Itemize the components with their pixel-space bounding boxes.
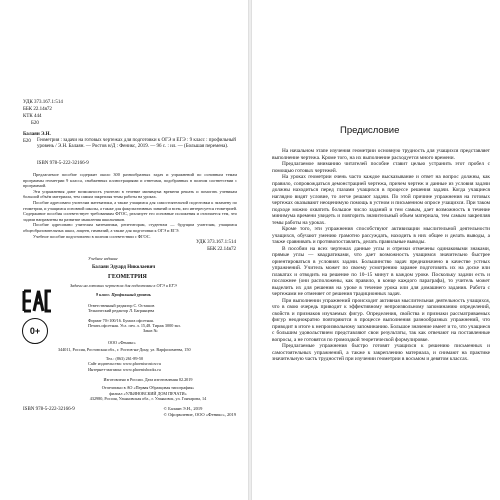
credit-line: Ответственный редактор С. Осташов (88, 303, 155, 308)
manufacturer-line: 432980, Россия, Ульяновская обл., г. Ульяновск, ул. Гончарова, 14 (89, 395, 207, 401)
preface-paragraph: На уроках геометрии очень часто каждое высказывание и ответ на вопрос должны, как правило, сопровождаться демонстрацией чертежа, причем чертеж и данные из условия задачи должны находиться перед глазами учащихся в процессе решения задачи. Когда учащиеся наглядно видят условие, то легче решают задачи. По этой причине упражнения на готовых чертежах оказывают неоценимую помощь в устном и письменном опросе учащихся. При таком подходе можно охватить большое число заданий и тем самым, дает возможность в течение минимума времени увидеть и повторить значительный объем материала, тем самым закрепляя темы работы на уроках. (272, 174, 490, 226)
credit-line: Заказ № (143, 328, 158, 334)
eac-mark-icon (22, 288, 52, 314)
age-rating-badge: 0+ (22, 318, 48, 344)
book-title: ГЕОМЕТРИЯ (108, 274, 147, 280)
manufacturer-line: филиал «УЛЬЯНОВСКИЙ ДОМ ПЕЧАТИ» (109, 390, 187, 396)
manufacturer-line: Отпечатано в АО «Первая Образцовая типография» (101, 385, 195, 391)
catalog-entry: Геометрия : задачи на готовых чертежах для подготовки к ОГЭ и ЕГЭ : 9 класс : профильный уровень / Э.Н. Балаян. — Ростов н/Д : Феникс, 2019. — 96 с. : ил. — (Большая перемена). (37, 138, 236, 149)
annotation-paragraph: Учебное пособие подготовлено в полном соответствии с ФГОС. (33, 233, 151, 239)
annotation-paragraph: Эти упражнения дают возможность учителю в течение минимума времени решать и помогать ученикам большой объём материала, тем самым закрепляя темы работы на уроках. (23, 188, 237, 200)
preface-paragraph: Предлагаемые упражнения быстро готовят учащихся к решению письменных и самостоятельных упражнений, а также к закреплению материала, и снимают на практике значительную часть трудностей при изучении геометрии в восьмом и девятом классах. (272, 343, 490, 362)
bbk-code-bottom: ББК 22.14я72 (207, 247, 236, 252)
catalog-isbn: ISBN 978-5-222-32166-9 (37, 161, 89, 166)
preface-paragraph: Предлагаемое вниманию читателей пособие ставит целью устранить этот пробел с помощью готовых чертежей. (272, 161, 490, 174)
edition-type: Учебное издание (88, 256, 118, 261)
right-page (252, 0, 500, 500)
grade-level: 9 класс. Профильный уровень (96, 292, 151, 297)
catalog-b20: Б20 (23, 139, 31, 144)
book-subtitle: Задачи на готовых чертежах для подготовки к ОГЭ и ЕГЭ (70, 283, 177, 288)
ktk-code: КТК 444 (23, 114, 42, 119)
contacts-block (88, 356, 161, 372)
udk-code: УДК 373.167.1:514 (23, 100, 63, 105)
annotation (23, 172, 237, 239)
left-page (0, 0, 248, 500)
preface-paragraph: На начальном этапе изучения геометрии основную трудность для учащихся представляет выполнение чертежа. Кроме того, на их выполнение расходуется много времени. (272, 148, 490, 161)
bbk-code: ББК 22.14я72 (23, 107, 52, 112)
manufacturer-block (58, 377, 238, 401)
contact-line: Тел.: (863) 261-89-50 (105, 356, 144, 361)
annotation-paragraph: Предлагаемое пособие содержит около 300 разнообразных задач и упражнений по основным темам программы геометрии 9 класса, снабженных иллюстрациями и ответами, подобранных в полном соответствии с программой. (23, 172, 237, 189)
contact-line: Сайт издательства: www.phoenixrostov.ru (88, 361, 161, 367)
credits-block (88, 303, 238, 333)
preface-paragraph: При выполнении упражнений происходит активная мыслительная деятельность учащихся, что в свою очередь приводит к эффективному непроизвольному запоминанию определений, свойств и признаков изучаемых фигур. Определения, свойства и признаки рассматриваемых фигур неоднократно повторяются в процессе выполнения разнообразных упражнений, что приводит в итоге к непроизвольному запоминанию. Большое значение имеет и то, что учащиеся с большим удовольствием представляют свои результаты, так как отвечают на поставленные вопросы, а не готовятся по громоздкой теоретической формулировке. (272, 297, 490, 343)
annotation-paragraph: Пособие адресовано учителям математики, а также учащимся для самостоятельной подготовки к экзамену по геометрии, и учащимся основной школы, а также для факультативных занятий и всем, кто интересуется геометрией. Содержание пособия соответствует требованиям ФГОС, реализует его основные положения и отличается тем, что задачи направлены на развитие мышления школьников. (23, 199, 237, 222)
udk-code-bottom: УДК 373.167.1:514 (196, 240, 236, 245)
credit-line: Формат 70×100/16. Бумага офсетная. (88, 317, 154, 323)
annotation-paragraph: Пособие адресовано учителям математики, репетиторам, студентам — будущим учителям, учащимся общеобразовательных школ, лицеев, гимназий, а также для подготовки к ОГЭ и ЕГЭ. (23, 222, 237, 233)
copyright-line: © Балаян Э.Н., 2019 (163, 406, 203, 411)
credit-line: Технический редактор Л. Багрянцева (88, 308, 155, 314)
author-full: Балаян Эдуард Николаевич (92, 265, 156, 270)
contact-line: Интернет-магазин: www.phoenixbooks.ru (88, 366, 161, 372)
publisher-address: 344011, Россия, Ростовская обл., г. Ростов-на-Дону, ул. Варфоломеева, 150 (58, 347, 191, 352)
copyright-line: © Оформление, ООО «Феникс», 2019 (163, 411, 236, 417)
b20-label-top: Б20 (31, 121, 39, 126)
publisher-name: ООО «Феникс» (108, 340, 136, 345)
preface-paragraph: Кроме того, эти упражнения способствуют активизации мыслительной деятельности учащихся, обучают умению грамотно рассуждать, находить в них общее и делать выводы, а также сравнивать и противопоставлять, делать правильные выводы. (272, 226, 490, 245)
credit-line: Печать офсетная. Усл. печ. л. 15,48. Тираж 3000 экз. (88, 322, 181, 328)
preface-paragraph: В пособии на всех чертежах данные углы и отрезки отмечены одинаковыми знаками, прямые углы — квадратиками, что дает возможность учащимся значительно быстрее ориентироваться в условиях задачи. Большинство задач предназначено в качестве устных упражнений. Учитель может по своему усмотрению заранее подготовить их на доске или плакатах и отводить на решение по 10–15 минут в каждом уроке. Поскольку задачи есть и посложнее (они расположены, как правило, в конце каждого параграфа), то учитель может выделить их для решения на уроке в течение урока или для домашнего задания. Работа с чертежами не отменяет от решения традиционных задач. (272, 245, 490, 297)
preface-heading: Предисловие (340, 125, 400, 136)
author-header: Балаян Э.Н. (23, 132, 51, 137)
isbn-bottom: ISBN 978-5-222-32166-9 (23, 407, 75, 412)
manufacturer-line: Изготовлено в России. Дата изготовления 02.2019 (103, 377, 193, 382)
preface-body (272, 148, 490, 363)
copyright-block (164, 406, 236, 418)
